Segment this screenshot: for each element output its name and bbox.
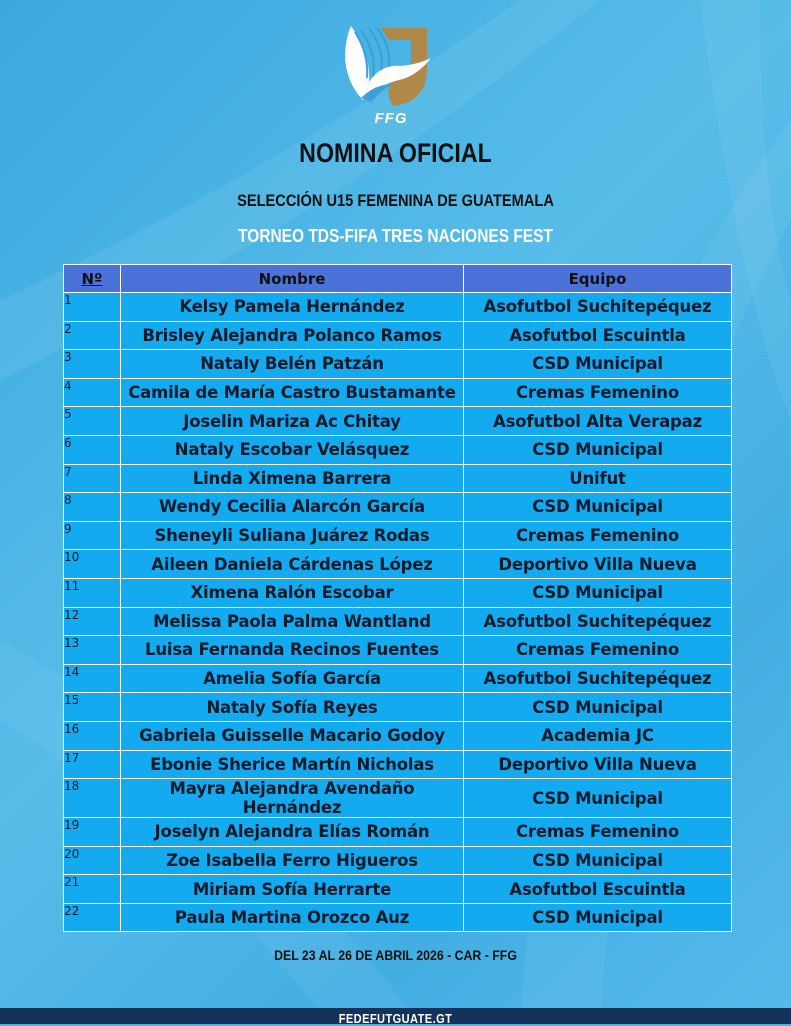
table-row (64, 378, 732, 407)
cell-team: Cremas Femenino (464, 521, 732, 550)
table-row (64, 693, 732, 722)
cell-player-name: Kelsy Pamela Hernández (121, 293, 464, 322)
cell-player-name: Aileen Daniela Cárdenas López (121, 550, 464, 579)
cell-player-name: Sheneyli Suliana Juárez Rodas (121, 521, 464, 550)
column-header-team: Equipo (464, 265, 732, 293)
cell-number: 1 (64, 293, 121, 322)
cell-number: 20 (64, 846, 121, 875)
cell-number: 9 (64, 521, 121, 550)
cell-number: 10 (64, 550, 121, 579)
cell-number: 17 (64, 750, 121, 779)
table-row (64, 750, 732, 779)
cell-number: 19 (64, 818, 121, 847)
cell-team: CSD Municipal (464, 493, 732, 522)
cell-team: Cremas Femenino (464, 636, 732, 665)
cell-team: Asofutbol Escuintla (464, 875, 732, 904)
tournament-dates: DEL 23 AL 26 DE ABRIL 2026 - CAR - FFG (274, 947, 517, 963)
cell-team: Asofutbol Alta Verapaz (464, 407, 732, 436)
cell-team: Asofutbol Escuintla (464, 321, 732, 350)
cell-player-name: Brisley Alejandra Polanco Ramos (121, 321, 464, 350)
table-row (64, 293, 732, 322)
cell-player-name: Mayra Alejandra Avendaño Hernández (121, 779, 464, 818)
cell-team: CSD Municipal (464, 350, 732, 379)
cell-player-name: Miriam Sofía Herrarte (121, 875, 464, 904)
cell-team: CSD Municipal (464, 779, 732, 818)
cell-player-name: Paula Martina Orozco Auz (121, 903, 464, 932)
table-row (64, 818, 732, 847)
table-row (64, 578, 732, 607)
table-row (64, 550, 732, 579)
table-row (64, 875, 732, 904)
cell-number: 2 (64, 321, 121, 350)
cell-team: Asofutbol Suchitepéquez (464, 607, 732, 636)
cell-number: 6 (64, 435, 121, 464)
cell-player-name: Camila de María Castro Bustamante (121, 378, 464, 407)
table-row (64, 350, 732, 379)
roster-table (63, 264, 732, 932)
cell-player-name: Zoe Isabella Ferro Higueros (121, 846, 464, 875)
cell-player-name: Amelia Sofía García (121, 664, 464, 693)
cell-number: 16 (64, 721, 121, 750)
cell-number: 12 (64, 607, 121, 636)
cell-team: Cremas Femenino (464, 818, 732, 847)
table-row (64, 779, 732, 818)
cell-number: 11 (64, 578, 121, 607)
cell-number: 14 (64, 664, 121, 693)
table-row (64, 664, 732, 693)
cell-team: Deportivo Villa Nueva (464, 750, 732, 779)
cell-number: 21 (64, 875, 121, 904)
cell-number: 15 (64, 693, 121, 722)
cell-team: CSD Municipal (464, 435, 732, 464)
roster-body (64, 293, 732, 932)
cell-player-name: Joselyn Alejandra Elías Román (121, 818, 464, 847)
cell-player-name: Joselin Mariza Ac Chitay (121, 407, 464, 436)
table-row (64, 493, 732, 522)
cell-team: CSD Municipal (464, 578, 732, 607)
cell-team: CSD Municipal (464, 846, 732, 875)
cell-team: Deportivo Villa Nueva (464, 550, 732, 579)
cell-player-name: Gabriela Guisselle Macario Godoy (121, 721, 464, 750)
table-row (64, 846, 732, 875)
page-subtitle: SELECCIÓN U15 FEMENINA DE GUATEMALA (237, 191, 554, 210)
cell-player-name: Wendy Cecilia Alarcón García (121, 493, 464, 522)
table-row (64, 464, 732, 493)
cell-player-name: Ximena Ralón Escobar (121, 578, 464, 607)
table-row (64, 607, 732, 636)
table-row (64, 435, 732, 464)
cell-team: CSD Municipal (464, 903, 732, 932)
ffg-logo-text: FFG (374, 110, 408, 127)
page-title: NOMINA OFICIAL (299, 138, 492, 168)
cell-team: CSD Municipal (464, 693, 732, 722)
cell-player-name: Nataly Belén Patzán (121, 350, 464, 379)
cell-team: Cremas Femenino (464, 378, 732, 407)
table-row (64, 721, 732, 750)
cell-team: Academia JC (464, 721, 732, 750)
table-row (64, 903, 732, 932)
cell-team: Asofutbol Suchitepéquez (464, 293, 732, 322)
cell-player-name: Luisa Fernanda Recinos Fuentes (121, 636, 464, 665)
table-row (64, 636, 732, 665)
cell-number: 8 (64, 493, 121, 522)
cell-number: 4 (64, 378, 121, 407)
column-header-name: Nombre (121, 265, 464, 293)
cell-player-name: Ebonie Sherice Martín Nicholas (121, 750, 464, 779)
cell-number: 7 (64, 464, 121, 493)
table-row (64, 321, 732, 350)
table-row (64, 407, 732, 436)
table-row (64, 521, 732, 550)
cell-number: 5 (64, 407, 121, 436)
tournament-name: TORNEO TDS-FIFA TRES NACIONES FEST (238, 226, 553, 246)
cell-number: 3 (64, 350, 121, 379)
cell-player-name: Nataly Escobar Velásquez (121, 435, 464, 464)
cell-number: 22 (64, 903, 121, 932)
quetzal-shield-icon (341, 24, 437, 110)
cell-player-name: Nataly Sofía Reyes (121, 693, 464, 722)
cell-number: 18 (64, 779, 121, 818)
cell-team: Asofutbol Suchitepéquez (464, 664, 732, 693)
table-header-row (64, 265, 732, 293)
cell-player-name: Linda Ximena Barrera (121, 464, 464, 493)
cell-number: 13 (64, 636, 121, 665)
cell-player-name: Melissa Paola Palma Wantland (121, 607, 464, 636)
website-link[interactable]: FEDEFUTGUATE.GT (338, 1011, 453, 1026)
column-header-number: Nº (64, 265, 121, 293)
cell-team: Unifut (464, 464, 732, 493)
